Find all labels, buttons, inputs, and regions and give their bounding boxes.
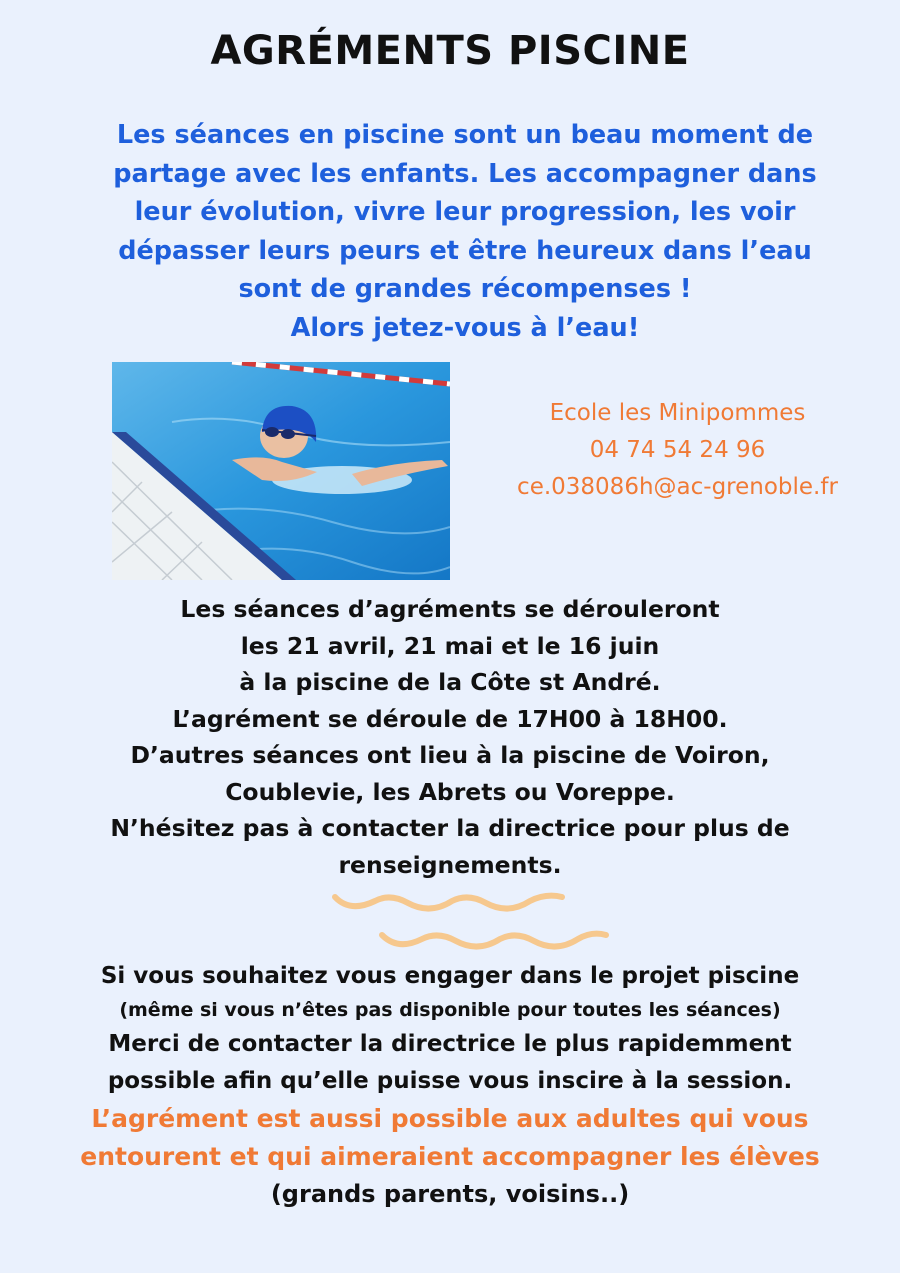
engage-highlight-line: L’agrément est aussi possible aux adultes qui vous — [91, 1104, 809, 1133]
engage-line: Merci de contacter la directrice le plus rapidemment — [108, 1031, 792, 1057]
intro-line: sont de grandes récompenses ! — [238, 274, 692, 304]
waves-icon — [330, 885, 620, 960]
engage-line: Si vous souhaitez vous engager dans le projet piscine — [100, 963, 800, 989]
intro-line: Alors jetez-vous à l’eau! — [290, 312, 640, 343]
details-line: renseignements. — [338, 850, 562, 879]
engage-highlight-line: entourent et qui aimeraient accompagner les élèves — [80, 1142, 820, 1171]
intro-line: leur évolution, vivre leur progression, les voir — [134, 197, 796, 227]
swimmer-photo — [112, 362, 450, 580]
engage-line: possible afin qu’elle puisse vous inscire à la session. — [107, 1068, 793, 1094]
details-paragraph — [20, 591, 880, 883]
intro-line: partage avec les enfants. Les accompagner dans — [113, 158, 817, 189]
page-title: AGRÉMENTS PISCINE — [210, 28, 690, 74]
engage-line: (grands parents, voisins..) — [270, 1180, 630, 1208]
details-line: Les séances d’agréments se dérouleront — [180, 595, 720, 623]
details-line: les 21 avril, 21 mai et le 16 juin — [240, 631, 660, 660]
contact-block — [470, 395, 885, 506]
details-line: Coublevie, les Abrets ou Voreppe. — [225, 777, 675, 806]
email-address: ce.038086h@ac-grenoble.fr — [517, 474, 838, 500]
intro-line: Les séances en piscine sont un beau moment de — [116, 120, 814, 150]
details-line: à la piscine de la Côte st André. — [239, 668, 661, 696]
swimmer-image — [112, 362, 450, 580]
engagement-paragraph — [10, 958, 890, 1213]
intro-line: dépasser leurs peurs et être heureux dans l’eau — [118, 235, 812, 266]
school-name: Ecole les Minipommes — [549, 400, 806, 426]
phone-number: 04 74 54 24 96 — [589, 437, 766, 463]
details-line: D’autres séances ont lieu à la piscine de Voiron, — [130, 741, 770, 769]
details-line: L’agrément se déroule de 17H00 à 18H00. — [172, 704, 728, 733]
intro-paragraph — [60, 116, 870, 347]
engage-line: (même si vous n’êtes pas disponible pour toutes les séances) — [119, 999, 781, 1021]
details-line: N’hésitez pas à contacter la directrice pour plus de — [110, 814, 790, 842]
